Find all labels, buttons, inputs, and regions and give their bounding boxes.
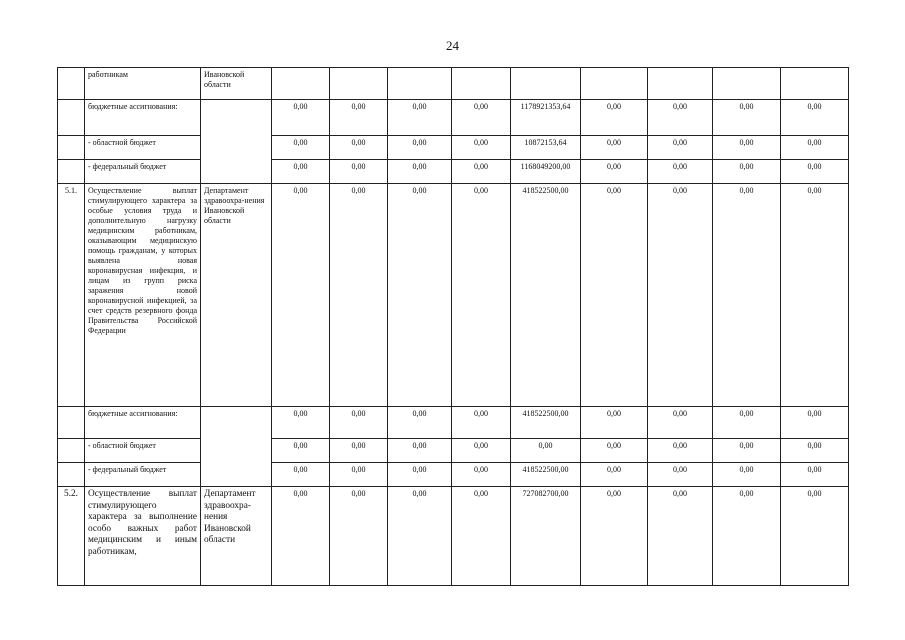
amount-cell: 0,00 [388, 463, 452, 487]
table-row [58, 439, 849, 463]
table-row [58, 487, 849, 586]
row-name-cell: - областной бюджет [85, 136, 201, 160]
amount-cell: 0,00 [781, 439, 849, 463]
amount-cell: 0,00 [330, 487, 388, 586]
row-name-cell: работникам [85, 68, 201, 100]
amount-cell [388, 68, 452, 100]
amount-cell: 0,00 [330, 100, 388, 136]
amount-cell: 0,00 [330, 407, 388, 439]
amount-cell: 0,00 [713, 136, 781, 160]
amount-cell: 0,00 [648, 160, 713, 184]
amount-cell: 10872153,64 [511, 136, 581, 160]
row-number-cell [58, 463, 85, 487]
table-row [58, 136, 849, 160]
table-row [58, 184, 849, 407]
department-cell [201, 100, 272, 136]
amount-cell: 0,00 [713, 407, 781, 439]
amount-cell: 418522500,00 [511, 407, 581, 439]
amount-cell [330, 68, 388, 100]
amount-cell: 0,00 [781, 160, 849, 184]
amount-cell: 0,00 [452, 184, 511, 407]
amount-cell: 0,00 [452, 100, 511, 136]
table-row [58, 160, 849, 184]
amount-cell: 0,00 [452, 487, 511, 586]
row-name-cell: Осуществление выплат стимулирующего характера за выполнение особо важных работ медицинским и иным работникам, [85, 487, 201, 586]
amount-cell: 0,00 [713, 487, 781, 586]
department-cell [201, 160, 272, 184]
amount-cell: 0,00 [330, 463, 388, 487]
amount-cell [452, 68, 511, 100]
amount-cell: 0,00 [272, 463, 330, 487]
amount-cell: 0,00 [781, 100, 849, 136]
amount-cell: 0,00 [272, 487, 330, 586]
amount-cell: 0,00 [781, 463, 849, 487]
page-number: 24 [446, 38, 459, 53]
amount-cell: 0,00 [648, 407, 713, 439]
amount-cell: 0,00 [452, 407, 511, 439]
amount-cell: 0,00 [581, 487, 648, 586]
row-name-cell: Осуществление выплат стимулирующего характера за особые условия труда и дополнительную нагрузку медицинским работникам, оказывающим медицинскую помощь гражданам, у которых выявлена новая коронавирусная инфекция, и лицам из групп риска заражения новой коронавирусной инфекцией, за счет средств резервного фонда Правительства Российской Федерации [85, 184, 201, 407]
amount-cell: 0,00 [272, 184, 330, 407]
amount-cell: 0,00 [388, 184, 452, 407]
amount-cell: 0,00 [781, 136, 849, 160]
amount-cell: 0,00 [330, 136, 388, 160]
amount-cell: 0,00 [713, 439, 781, 463]
department-cell [201, 136, 272, 160]
amount-cell: 0,00 [713, 184, 781, 407]
amount-cell: 0,00 [581, 100, 648, 136]
amount-cell: 0,00 [581, 160, 648, 184]
row-number-cell: 5.1. [58, 184, 85, 407]
row-name-cell: - федеральный бюджет [85, 463, 201, 487]
amount-cell: 0,00 [388, 487, 452, 586]
amount-cell: 0,00 [781, 487, 849, 586]
amount-cell: 0,00 [272, 160, 330, 184]
amount-cell: 0,00 [388, 407, 452, 439]
amount-cell: 0,00 [581, 184, 648, 407]
row-number-cell [58, 160, 85, 184]
amount-cell: 0,00 [781, 184, 849, 407]
amount-cell: 0,00 [648, 184, 713, 407]
amount-cell: 0,00 [648, 487, 713, 586]
department-cell: Департамент здравоохра-нения Ивановской области [201, 487, 272, 586]
amount-cell [272, 68, 330, 100]
row-number-cell [58, 100, 85, 136]
amount-cell: 0,00 [581, 136, 648, 160]
amount-cell [648, 68, 713, 100]
amount-cell [511, 68, 581, 100]
amount-cell [581, 68, 648, 100]
amount-cell: 0,00 [452, 463, 511, 487]
amount-cell: 0,00 [581, 407, 648, 439]
amount-cell: 0,00 [330, 184, 388, 407]
row-name-cell: бюджетные ассигнования: [85, 407, 201, 439]
amount-cell: 0,00 [272, 100, 330, 136]
row-name-cell: бюджетные ассигнования: [85, 100, 201, 136]
department-cell: Департамент здравоохра-нения Ивановской области [201, 184, 272, 407]
amount-cell: 0,00 [713, 100, 781, 136]
row-number-cell [58, 136, 85, 160]
department-cell: Ивановской области [201, 68, 272, 100]
table-row [58, 100, 849, 136]
row-number-cell: 5.2. [58, 487, 85, 586]
amount-cell: 0,00 [388, 136, 452, 160]
table-row [58, 463, 849, 487]
department-cell [201, 407, 272, 439]
amount-cell: 727082700,00 [511, 487, 581, 586]
amount-cell: 0,00 [452, 136, 511, 160]
row-name-cell: - федеральный бюджет [85, 160, 201, 184]
amount-cell: 0,00 [648, 463, 713, 487]
amount-cell: 0,00 [781, 407, 849, 439]
amount-cell: 0,00 [648, 439, 713, 463]
amount-cell: 1168049200,00 [511, 160, 581, 184]
amount-cell: 0,00 [581, 463, 648, 487]
amount-cell: 0,00 [713, 463, 781, 487]
amount-cell: 0,00 [388, 439, 452, 463]
table-row [58, 407, 849, 439]
amount-cell: 0,00 [452, 439, 511, 463]
amount-cell: 0,00 [511, 439, 581, 463]
amount-cell: 0,00 [330, 439, 388, 463]
amount-cell: 0,00 [581, 439, 648, 463]
amount-cell: 0,00 [452, 160, 511, 184]
amount-cell: 0,00 [388, 100, 452, 136]
row-name-cell: - областной бюджет [85, 439, 201, 463]
amount-cell: 0,00 [272, 439, 330, 463]
row-number-cell [58, 439, 85, 463]
amount-cell [781, 68, 849, 100]
amount-cell: 0,00 [713, 160, 781, 184]
amount-cell: 0,00 [272, 407, 330, 439]
table-row [58, 68, 849, 100]
amount-cell: 1178921353,64 [511, 100, 581, 136]
row-number-cell [58, 407, 85, 439]
amount-cell: 0,00 [648, 136, 713, 160]
amount-cell: 418522500,00 [511, 463, 581, 487]
amount-cell: 0,00 [648, 100, 713, 136]
department-cell [201, 463, 272, 487]
amount-cell: 0,00 [388, 160, 452, 184]
amount-cell: 0,00 [272, 136, 330, 160]
amount-cell [713, 68, 781, 100]
amount-cell: 0,00 [330, 160, 388, 184]
department-cell [201, 439, 272, 463]
row-number-cell [58, 68, 85, 100]
amount-cell: 418522500,00 [511, 184, 581, 407]
budget-table [57, 67, 849, 586]
